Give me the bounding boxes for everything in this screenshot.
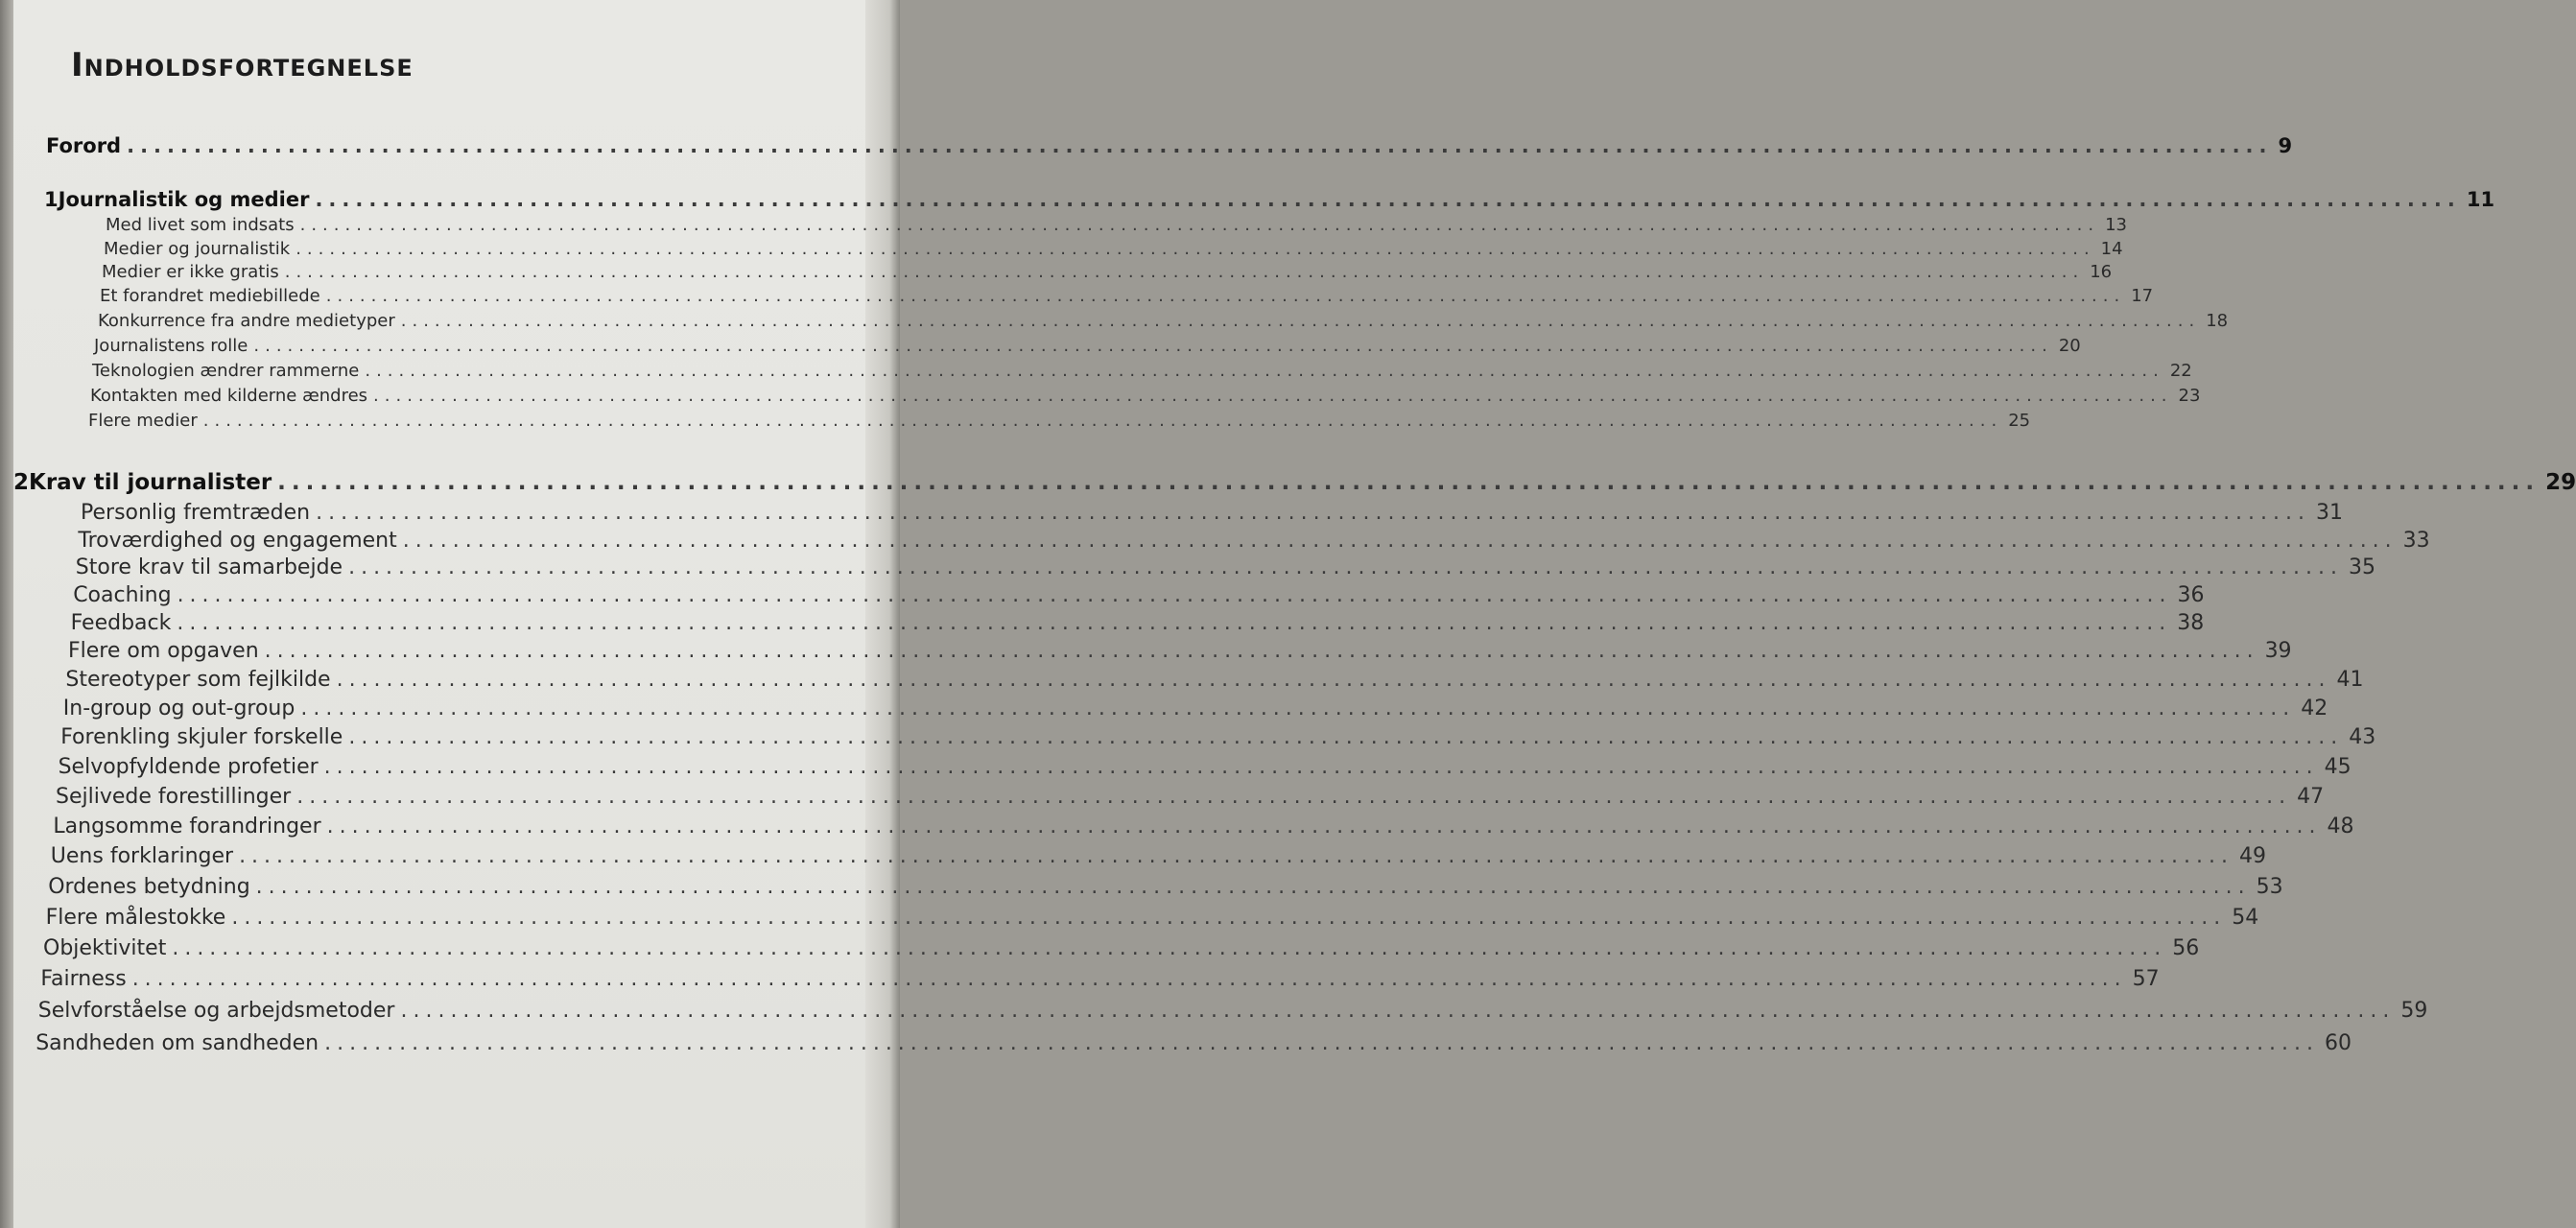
dot-leader: ................................................................................................................................................................ [348, 725, 2344, 749]
toc-entry-label: Journalistens rolle [94, 336, 248, 356]
toc-page-number: 14 [2100, 239, 2123, 259]
toc-section-ch2 [70, 611, 2205, 635]
toc-section-ch1 [92, 361, 2192, 381]
dot-leader: ................................................................................................................................................................ [284, 262, 2085, 282]
toc-section-ch2 [81, 501, 2344, 525]
dot-leader: ................................................................................................................................................................ [264, 639, 2259, 663]
toc-section-ch2 [68, 639, 2292, 663]
toc-title: Indholdsfortegnelse [71, 46, 414, 84]
toc-page-number: 11 [2466, 188, 2495, 211]
toc-entry-label: Store krav til samarbejde [75, 555, 343, 579]
toc-section-ch2 [73, 583, 2205, 607]
dot-leader: ................................................................................................................................................................ [316, 501, 2311, 525]
dot-leader: ................................................................................................................................................................ [239, 844, 2233, 868]
toc-entry-label: Sandheden om sandheden [35, 1031, 319, 1055]
toc-section-ch1 [90, 386, 2201, 406]
dot-leader: ................................................................................................................................................................ [177, 583, 2172, 607]
toc-section-ch2 [40, 967, 2160, 991]
toc-section-ch1 [88, 411, 2031, 431]
chapter-number: 1 [44, 188, 59, 211]
toc-entry-label: Stereotyper som fejlkilde [65, 668, 331, 692]
dot-leader: ................................................................................................................................................................ [131, 967, 2127, 991]
dot-leader: ................................................................................................................................................................ [255, 875, 2251, 899]
dot-leader: ................................................................................................................................................................ [323, 755, 2319, 779]
toc-page-number: 57 [2132, 967, 2160, 991]
toc-entry-label: Objektivitet [43, 936, 167, 960]
toc-forord [46, 134, 2293, 157]
dot-leader: ................................................................................................................................................................ [300, 697, 2296, 720]
dot-leader: ................................................................................................................................................................ [231, 906, 2227, 930]
toc-page-number: 17 [2131, 286, 2154, 306]
toc-entry-label: Forord [46, 134, 122, 157]
toc-page-number: 18 [2206, 311, 2229, 331]
toc-section-ch2 [78, 529, 2430, 553]
chapter-number: 2 [13, 470, 30, 495]
toc-section-ch2 [75, 555, 2375, 579]
toc-page-number: 49 [2238, 844, 2266, 868]
dot-leader: ................................................................................................................................................................ [400, 999, 2396, 1023]
toc-entry-label: Uens forklaringer [50, 844, 234, 868]
dot-leader: ................................................................................................................................................................ [324, 1031, 2320, 1055]
toc-entry-label: Flere målestokke [45, 906, 226, 930]
toc-section-ch1 [102, 262, 2113, 282]
book-spine-shadow [0, 0, 13, 1228]
toc-entry-label: Journalistik og medier [58, 188, 310, 211]
toc-entry-label: Flere om opgaven [68, 639, 259, 663]
toc-entry-label: Feedback [70, 611, 172, 635]
toc-page-number: 56 [2172, 936, 2200, 960]
toc-section-ch2 [45, 906, 2259, 930]
toc-page-number: 20 [2058, 336, 2081, 356]
toc-page-number: 43 [2349, 725, 2376, 749]
dot-leader: ................................................................................................................................................................ [365, 361, 2164, 381]
dot-leader: ................................................................................................................................................................ [325, 286, 2126, 306]
dot-leader: ................................................................................................................................................................ [348, 555, 2343, 579]
toc-entry-label: Forenkling skjuler forskelle [60, 725, 343, 749]
toc-section-ch2 [60, 725, 2376, 749]
toc-page-number: 41 [2336, 668, 2364, 692]
toc-page-number: 23 [2178, 386, 2201, 406]
dot-leader: ................................................................................................................................................................ [373, 386, 2173, 406]
toc-entry-label: In-group og out-group [62, 697, 295, 720]
toc-entry-label: Langsomme forandringer [53, 815, 321, 838]
toc-page-number: 31 [2316, 501, 2344, 525]
toc-entry-label: Teknologien ændrer rammerne [92, 361, 360, 381]
toc-page-number: 25 [2008, 411, 2031, 431]
toc-entry-label: Troværdighed og engagement [78, 529, 397, 553]
toc-section-ch1 [106, 215, 2127, 235]
toc-entry-label: Med livet som indsats [106, 215, 295, 235]
toc-section-ch2 [48, 875, 2283, 899]
toc-section-ch2 [65, 668, 2364, 692]
toc-section-ch2 [58, 755, 2351, 779]
dot-leader: ................................................................................................................................................................ [336, 668, 2331, 692]
dot-leader: ................................................................................................................................................................ [202, 411, 2003, 431]
dot-leader: ................................................................................................................................................................ [296, 785, 2292, 809]
dot-leader: ................................................................................................................................................................ [326, 815, 2322, 838]
toc-entry-label: Krav til journalister [29, 470, 272, 495]
dot-leader: ................................................................................................................................................................ [127, 134, 2273, 157]
toc-section-ch1 [98, 311, 2229, 331]
dot-leader: ................................................................................................................................................................ [299, 215, 2100, 235]
toc-page-number: 59 [2400, 999, 2428, 1023]
toc-page-number: 13 [2105, 215, 2127, 235]
toc-page-number: 38 [2177, 611, 2205, 635]
toc-page-number: 47 [2297, 785, 2325, 809]
toc-section-ch1 [94, 336, 2081, 356]
toc-page-number: 39 [2264, 639, 2292, 663]
toc-entry-label: Medier og journalistik [104, 239, 291, 259]
dot-leader: ................................................................................................................................................................ [400, 311, 2201, 331]
toc-page-number: 22 [2169, 361, 2192, 381]
toc-section-ch2 [62, 697, 2328, 720]
toc-entry-label: Selvopfyldende profetier [58, 755, 319, 779]
toc-entry-label: Ordenes betydning [48, 875, 250, 899]
toc-entry-label: Personlig fremtræden [81, 501, 311, 525]
toc-page-number: 33 [2402, 529, 2430, 553]
toc-page-number: 35 [2348, 555, 2375, 579]
dot-leader: ................................................................................................................................................................ [402, 529, 2398, 553]
toc-page-number: 29 [2545, 470, 2576, 495]
toc-page-number: 53 [2256, 875, 2283, 899]
toc-entry-label: Flere medier [88, 411, 198, 431]
dot-leader: ................................................................................................................................................................ [295, 239, 2095, 259]
toc-section-ch2 [37, 999, 2428, 1023]
toc-page-number: 36 [2177, 583, 2205, 607]
toc-section-ch1 [104, 239, 2123, 259]
toc-page-number: 9 [2278, 134, 2293, 157]
toc-entry-label: Sejlivede forestillinger [56, 785, 292, 809]
toc-section-ch2 [56, 785, 2325, 809]
toc-entry-label: Fairness [40, 967, 127, 991]
toc-page-number: 60 [2325, 1031, 2352, 1055]
toc-entry-label: Selvforståelse og arbejdsmetoder [37, 999, 395, 1023]
toc-entry-label: Kontakten med kilderne ændres [90, 386, 368, 406]
dot-leader: ................................................................................................................................................................ [177, 611, 2172, 635]
dot-leader: ................................................................................................................................................................ [172, 936, 2167, 960]
toc-entry-label: Coaching [73, 583, 172, 607]
toc-page-number: 54 [2232, 906, 2259, 930]
toc-chapter-2 [13, 470, 2576, 495]
toc-entry-label: Konkurrence fra andre medietyper [98, 311, 395, 331]
toc-page-number: 45 [2324, 755, 2351, 779]
toc-chapter-1 [44, 188, 2495, 211]
toc-section-ch2 [53, 815, 2354, 838]
toc-section-ch2 [50, 844, 2266, 868]
toc-page-number: 16 [2090, 262, 2113, 282]
toc-section-ch2 [35, 1031, 2352, 1055]
toc-entry-label: Medier er ikke gratis [102, 262, 279, 282]
book-page [13, 0, 2576, 1228]
toc-section-ch1 [100, 286, 2154, 306]
toc-page-number: 48 [2327, 815, 2354, 838]
dot-leader: ................................................................................................................................................................ [253, 336, 2053, 356]
toc-section-ch2 [43, 936, 2200, 960]
dot-leader: ................................................................................................................................................................ [315, 188, 2461, 211]
dot-leader: ................................................................................................................................................................ [277, 470, 2541, 495]
toc-entry-label: Et forandret mediebillede [100, 286, 320, 306]
toc-page-number: 42 [2301, 697, 2328, 720]
